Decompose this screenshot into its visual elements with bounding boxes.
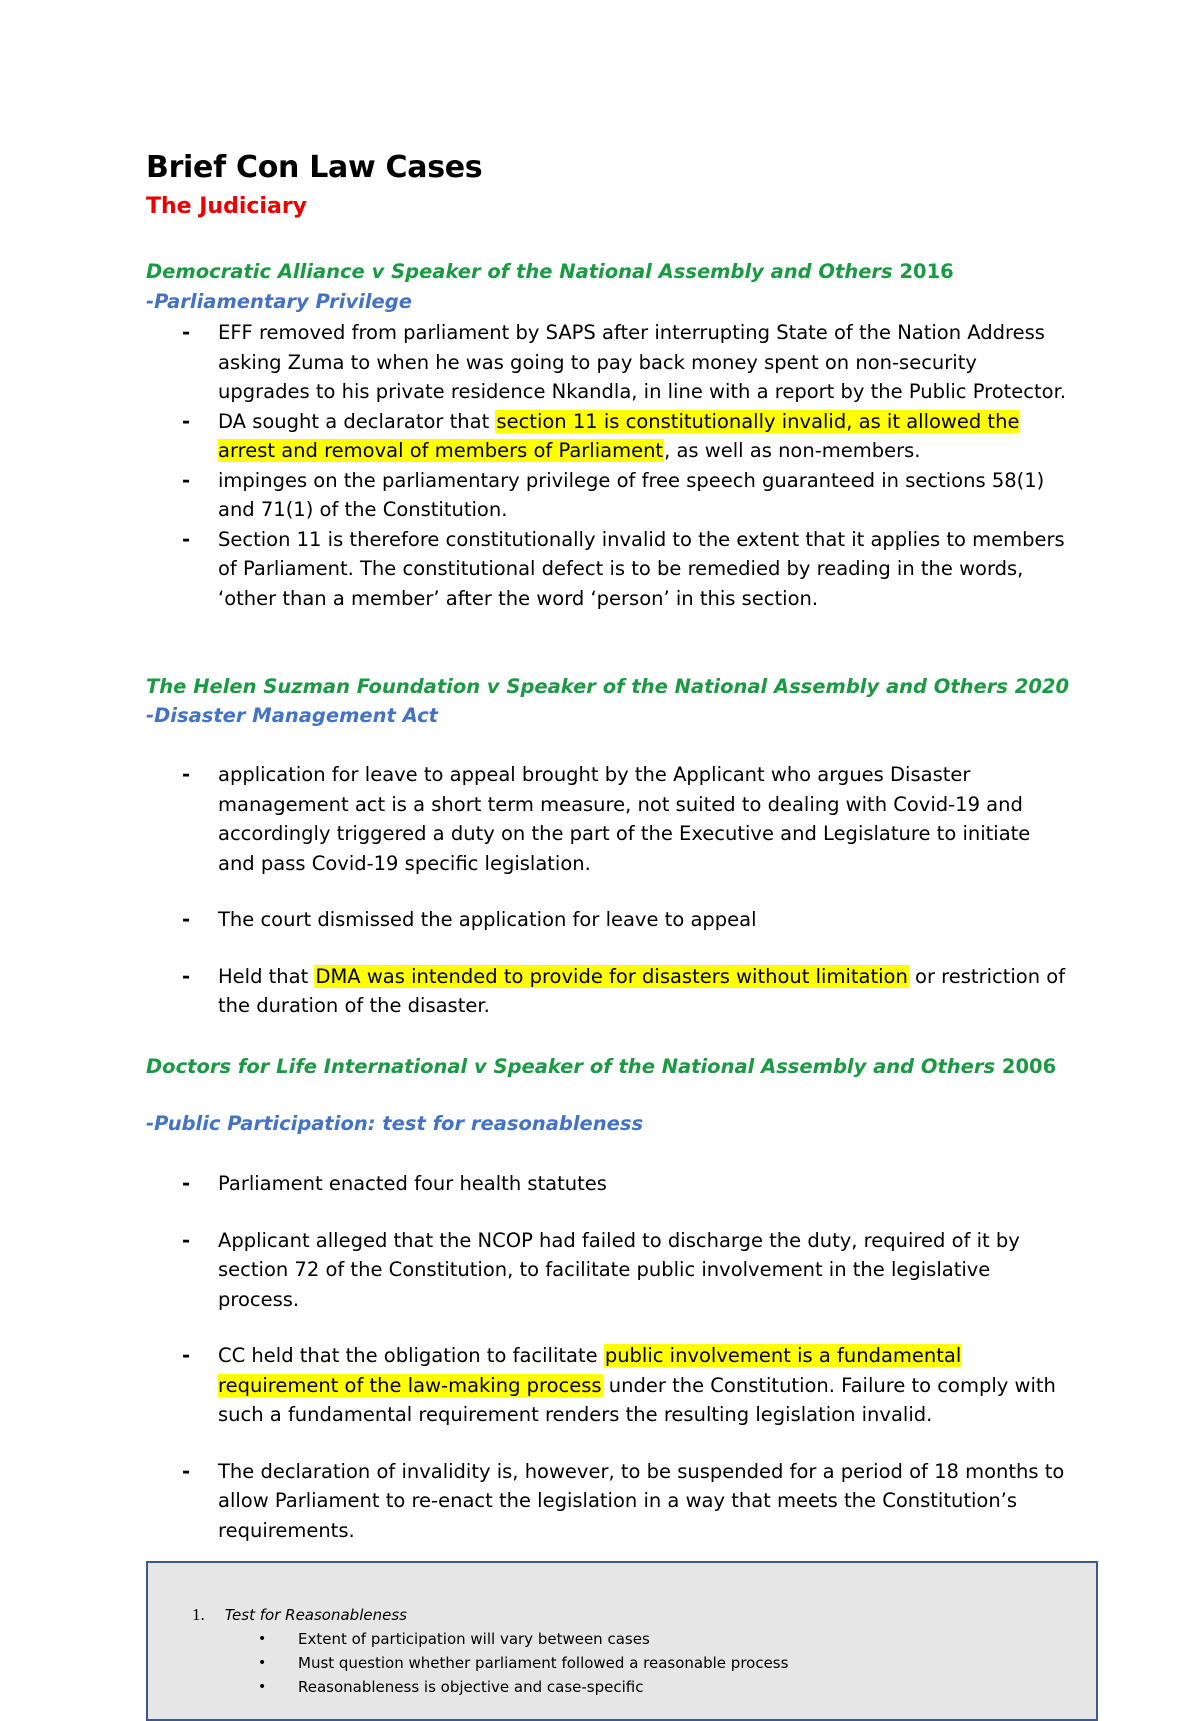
- bullet-text: EFF removed from parliament by SAPS after interrupting State of the Nation Address asking Zuma to when he was going to pay back money spent on non-security upgrades to his private residence Nkandla, in line with a report by the Public Protector.: [218, 321, 1067, 403]
- bullet-text: Applicant alleged that the NCOP had failed to discharge the duty, required of it by section 72 of the Constitution, to facilitate public involvement in the legislative process.: [218, 1228, 1020, 1311]
- dash-bullet-icon: -: [182, 1228, 191, 1252]
- dash-bullet-icon: -: [182, 763, 191, 786]
- list-item: [0, 525, 1068, 614]
- case-bullet-list: [0, 760, 1068, 1048]
- list-item: [0, 760, 1068, 878]
- bullet-text: Parliament enacted four health statutes: [218, 1172, 607, 1195]
- case-year: 2006: [1001, 1055, 1057, 1078]
- dash-bullet-icon: -: [182, 964, 191, 988]
- case-title-text: Democratic Alliance v Speaker of the National Assembly and Others: [146, 260, 893, 283]
- dash-bullet-icon: -: [182, 1344, 191, 1367]
- list-item: [0, 407, 1068, 466]
- dash-bullet-icon: -: [182, 468, 191, 492]
- list-item: [258, 1675, 788, 1699]
- bullet-text: application for leave to appeal brought by the Applicant who argues Disaster management act is a short term measure, not suited to dealing with Covid-19 and accordingly triggered a duty on the part of the Executive and Legislature to initiate and pass Covid-19 specific legislation.: [218, 763, 1031, 875]
- box-item-label: Test for Reasonableness: [224, 1606, 407, 1624]
- bullet-text: , as well as non-members.: [664, 439, 921, 462]
- list-item: [0, 905, 1068, 935]
- bullet-dot-icon: •: [258, 1655, 267, 1671]
- case-topic: -Disaster Management Act: [146, 704, 438, 727]
- reasonableness-box: [146, 1561, 1098, 1721]
- case-title: [146, 1055, 1056, 1078]
- dash-bullet-icon: -: [182, 1172, 191, 1195]
- section-heading: The Judiciary: [146, 194, 308, 219]
- bullet-dot-icon: •: [258, 1631, 267, 1647]
- bullet-text: impinges on the parliamentary privilege of free speech guaranteed in sections 58(1) and 71(1) of the Constitution.: [218, 468, 1045, 521]
- highlighted-text: public involvement is a fundamental requirement of the law-making process: [218, 1344, 962, 1397]
- dash-bullet-icon: -: [182, 908, 191, 931]
- list-item: [258, 1627, 788, 1651]
- list-item: [0, 318, 1068, 407]
- bullet-text: Reasonableness is objective and case-specific: [298, 1678, 644, 1696]
- case-bullet-list: [0, 1169, 1068, 1572]
- case-title: [146, 260, 954, 283]
- bullet-text: The court dismissed the application for leave to appeal: [218, 908, 757, 931]
- document-title: Brief Con Law Cases: [146, 150, 483, 185]
- case-bullet-list: [0, 318, 1068, 613]
- bullet-text: Held that: [218, 964, 315, 988]
- case-title-text: Doctors for Life International v Speaker of the National Assembly and Others: [146, 1055, 996, 1078]
- numbered-item: [192, 1605, 407, 1625]
- list-item: [258, 1651, 788, 1675]
- bullet-text: Extent of participation will vary between cases: [298, 1630, 650, 1648]
- bullet-text: Must question whether parliament followed a reasonable process: [298, 1654, 789, 1672]
- list-item: [0, 466, 1068, 525]
- highlighted-text: DMA was intended to provide for disasters without limitation: [315, 964, 908, 988]
- case-year: 2016: [899, 260, 954, 283]
- bullet-text: The declaration of invalidity is, however, to be suspended for a period of 18 months to allow Parliament to re-enact the legislation in a way that meets the Constitution’s requirements.: [218, 1459, 1065, 1542]
- bullet-text: CC held that the obligation to facilitate: [218, 1344, 604, 1367]
- bullet-text: DA sought a declarator that: [218, 409, 496, 433]
- highlighted-text: section 11 is constitutionally invalid, as it allowed the arrest and removal of members of Parliament: [218, 409, 1020, 462]
- bullet-text: Section 11 is therefore constitutionally invalid to the extent that it applies to members of Parliament. The constitutional defect is to be remedied by reading in the words, ‘other than a member’ after the word ‘person’ in this section.: [218, 527, 1065, 610]
- bullet-text: under the Constitution. Failure to comply with such a fundamental requirement renders the resulting legislation invalid.: [218, 1373, 1056, 1426]
- case-title: [146, 675, 1069, 698]
- list-item: [0, 1169, 1068, 1199]
- list-item: [0, 1457, 1068, 1546]
- dash-bullet-icon: -: [182, 1459, 191, 1483]
- bullet-text: or restriction of the duration of the disaster.: [218, 964, 1066, 1017]
- bullet-dot-icon: •: [258, 1679, 267, 1695]
- list-item: [0, 962, 1068, 1021]
- list-item: [0, 1226, 1068, 1315]
- list-item: [0, 1341, 1068, 1430]
- case-title-text: The Helen Suzman Foundation v Speaker of the National Assembly and Others 2020: [146, 675, 1070, 698]
- case-topic: -Parliamentary Privilege: [146, 290, 412, 313]
- case-topic: -Public Participation: test for reasonableness: [146, 1112, 644, 1135]
- dash-bullet-icon: -: [182, 409, 191, 433]
- list-number: 1.: [192, 1605, 205, 1624]
- dash-bullet-icon: -: [182, 321, 191, 344]
- box-bullet-list: [258, 1627, 788, 1699]
- dash-bullet-icon: -: [182, 527, 191, 551]
